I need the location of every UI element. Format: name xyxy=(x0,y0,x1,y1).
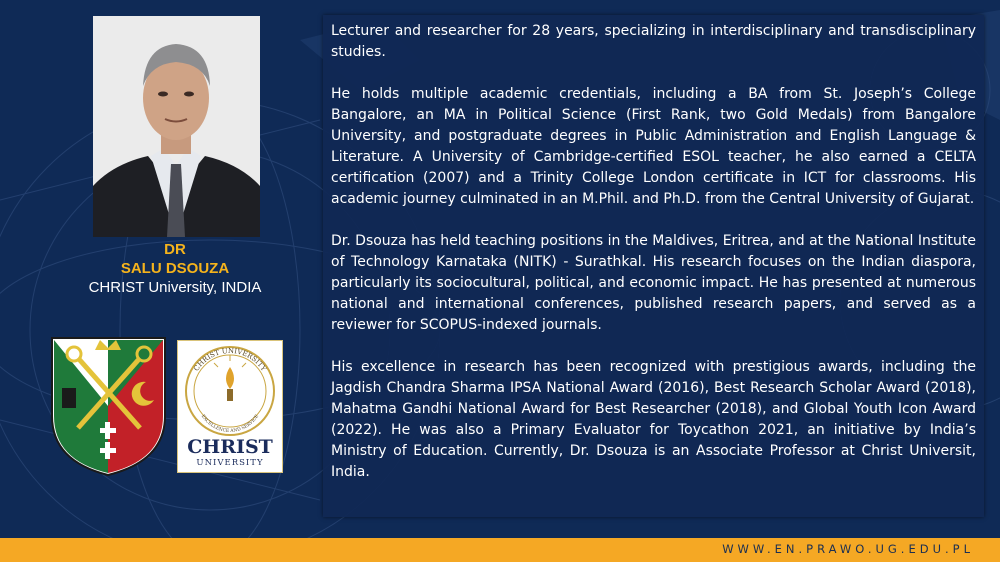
bio-paragraph-4: His excellence in research has been recognized with prestigious awards, including the Jagdish Chandra Sharma IPSA National Award (2016), Best Research Scholar Award (2018), Mahatma Gandhi National Award for Best Researcher (2018), and Global Youth Icon Award (2022). He was also a Primary Evaluator for Toycathon 2021, an initiative by India’s Ministry of Education. Currently, Dr. Dsouza is an Associate Professor at Christ Universit, India. xyxy=(331,359,976,480)
bio-panel xyxy=(323,15,984,517)
university-crest-logo xyxy=(50,336,167,477)
person-name: SALU DSOUZA xyxy=(120,260,230,277)
person-title: DR xyxy=(164,241,186,258)
portrait-illustration xyxy=(93,16,260,237)
bio-paragraph-3: Dr. Dsouza has held teaching positions in the Maldives, Eritrea, and at the National Institute of Technology Karnataka (NITK) - Surathkal. His research focuses on the Indian diaspora, particularly its sociocultural, political, and economic impact. He has presented at numerous national and international conferences, published research papers, and served as a reviewer for SCOPUS-indexed journals. xyxy=(331,233,976,333)
profile-photo xyxy=(93,16,260,237)
name-block xyxy=(40,240,310,298)
seal-arc-text: CHRIST UNIVERSITY xyxy=(192,346,268,373)
seal-brand-sub: UNIVERSITY xyxy=(196,458,264,468)
seal-brand: CHRIST xyxy=(187,436,273,458)
person-affiliation: CHRIST University, INDIA xyxy=(88,279,262,296)
bio-paragraph-2: He holds multiple academic credentials, including a BA from St. Joseph’s College Bangalore, an MA in Political Science (First Rank, two Gold Medals) from Bangalore University, and postgraduate degrees in Public Administration and English Language & Literature. A University of Cambridge-certified ESOL teacher, he also earned a CELTA certification (2007) and a Trinity College London certificate in ICT for classrooms. His academic journey culminated in an M.Phil. and Ph.D. from the Central University of Gujarat. xyxy=(331,86,976,207)
seal-motto: EXCELLENCE AND SERVICE xyxy=(199,414,261,434)
footer-bar xyxy=(0,538,1000,562)
bio-paragraph-1: Lecturer and researcher for 28 years, specializing in interdisciplinary and transdisciplinary studies. xyxy=(331,23,976,60)
seal-emblem xyxy=(178,341,282,472)
christ-university-seal-logo xyxy=(177,340,283,473)
footer-url: WWW.EN.PRAWO.UG.EDU.PL xyxy=(722,542,974,556)
